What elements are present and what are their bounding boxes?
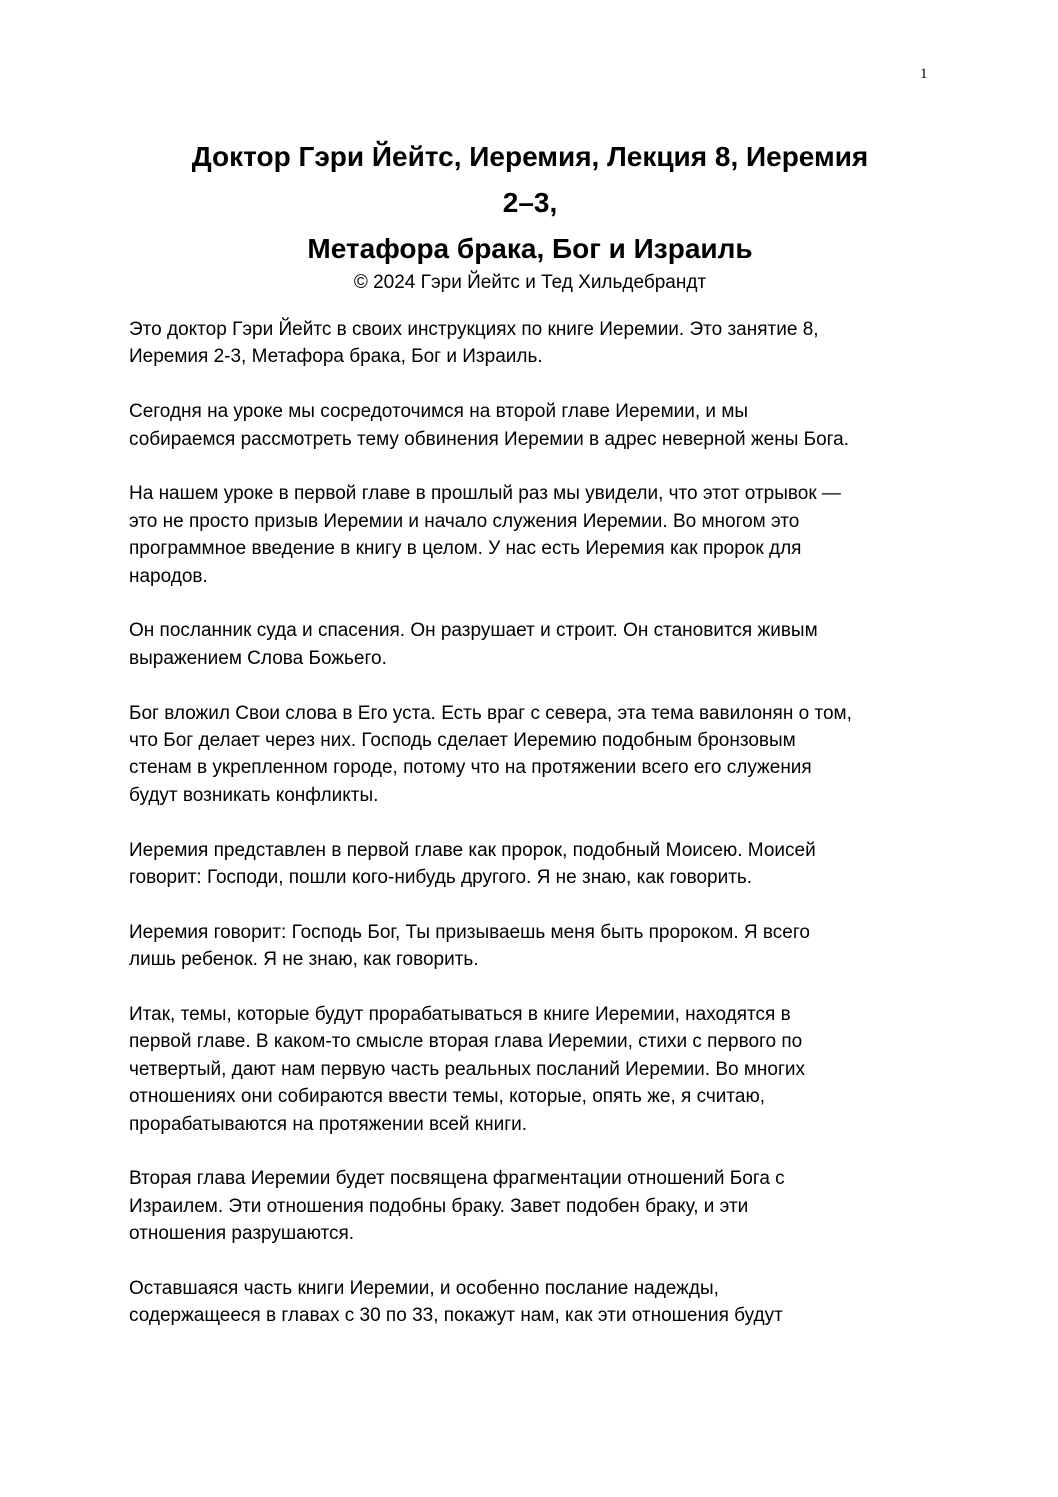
paragraph-line: Иеремия представлен в первой главе как пророк, подобный Моисею. Моисей — [129, 839, 816, 861]
paragraph — [129, 700, 949, 810]
paragraph-line: лишь ребенок. Я не знаю, как говорить. — [129, 949, 479, 971]
paragraph-line: первой главе. В каком-то смысле вторая глава Иеремии, стихи с первого по — [129, 1031, 803, 1053]
paragraph-line: программное введение в книгу в целом. У нас есть Иеремия как пророк для — [129, 538, 802, 560]
paragraph — [129, 837, 949, 892]
paragraph-line: народов. — [129, 565, 208, 587]
copyright-notice: © 2024 Гэри Йейтс и Тед Хильдебрандт — [353, 272, 707, 293]
paragraph-line: Итак, темы, которые будут прорабатываться в книге Иеремии, находятся в — [129, 1004, 791, 1026]
paragraph-line: Бог вложил Свои слова в Его уста. Есть враг с севера, эта тема вавилонян о том, — [129, 702, 852, 724]
paragraph-line: Иеремия 2-3, Метафора брака, Бог и Израиль. — [129, 346, 543, 368]
paragraph-line: собираемся рассмотреть тему обвинения Иеремии в адрес неверной жены Бога. — [129, 428, 850, 450]
paragraph — [129, 1001, 949, 1138]
page-number: 1 — [920, 66, 928, 82]
paragraph-line: Иеремия говорит: Господь Бог, Ты призываешь меня быть пророком. Я всего — [129, 921, 810, 943]
paragraph — [129, 316, 949, 371]
document-header — [110, 134, 950, 296]
paragraph-line: стенам в укрепленном городе, потому что на протяжении всего его служения — [129, 757, 812, 779]
paragraph-line: прорабатываются на протяжении всей книги. — [129, 1113, 528, 1135]
paragraph — [129, 480, 949, 590]
paragraph — [129, 617, 949, 672]
paragraph-line: говорит: Господи, пошли кого-нибудь другого. Я не знаю, как говорить. — [129, 867, 753, 889]
document-title-line-3: Метафора брака, Бог и Израиль — [307, 233, 753, 264]
paragraph-line: Он посланник суда и спасения. Он разрушает и строит. Он становится живым — [129, 620, 818, 642]
paragraph — [129, 398, 949, 453]
paragraph-line: это не просто призыв Иеремии и начало служения Иеремии. Во многом это — [129, 510, 800, 532]
paragraph-line: будут возникать конфликты. — [129, 784, 379, 806]
paragraph-line: четвертый, дают нам первую часть реальных посланий Иеремии. Во многих — [129, 1058, 806, 1080]
paragraph — [129, 1165, 949, 1247]
document-title-line-2: 2–3, — [502, 187, 558, 218]
document-body — [129, 316, 949, 1357]
paragraph-line: выражением Слова Божьего. — [129, 647, 387, 669]
paragraph-line: Оставшаяся часть книги Иеремии, и особенно послание надежды, — [129, 1278, 719, 1300]
paragraph-line: содержащееся в главах с 30 по 33, покажут нам, как эти отношения будут — [129, 1305, 783, 1327]
paragraph-line: отношениях они собираются ввести темы, которые, опять же, я считаю, — [129, 1086, 765, 1108]
paragraph-line: отношения разрушаются. — [129, 1223, 355, 1245]
paragraph-line: Вторая глава Иеремии будет посвящена фрагментации отношений Бога с — [129, 1168, 785, 1190]
paragraph-line: что Бог делает через них. Господь сделает Иеремию подобным бронзовым — [129, 730, 796, 752]
paragraph-line: Израилем. Эти отношения подобны браку. Завет подобен браку, и эти — [129, 1195, 749, 1217]
paragraph — [129, 919, 949, 974]
paragraph-line: Это доктор Гэри Йейтс в своих инструкциях по книге Иеремии. Это занятие 8, — [129, 319, 819, 340]
paragraph-line: На нашем уроке в первой главе в прошлый раз мы увидели, что этот отрывок — — [129, 483, 841, 505]
paragraph-line: Сегодня на уроке мы сосредоточимся на второй главе Иеремии, и мы — [129, 401, 749, 423]
document-title-line-1: Доктор Гэри Йейтс, Иеремия, Лекция 8, Иеремия — [191, 141, 869, 172]
paragraph — [129, 1275, 949, 1330]
